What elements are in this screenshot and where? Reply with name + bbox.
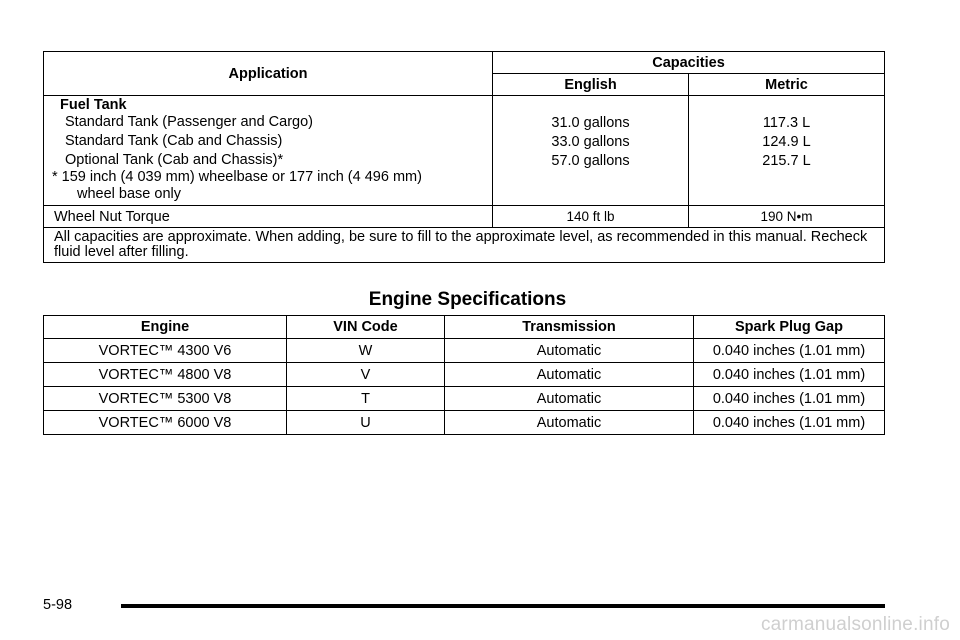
spark-gap-cell: 0.040 inches (1.01 mm) <box>694 363 885 387</box>
transmission-cell: Automatic <box>445 387 694 411</box>
engine-header-row <box>44 316 885 339</box>
fuel-footnote-continued: wheel base only <box>77 186 181 202</box>
header-capacities: Capacities <box>493 52 885 74</box>
vin-cell: V <box>287 363 445 387</box>
table-row <box>44 363 885 387</box>
fuel-metric-value: 215.7 L <box>762 153 811 169</box>
transmission-cell: Automatic <box>445 411 694 435</box>
torque-english: 140 ft lb <box>493 206 689 228</box>
torque-label: Wheel Nut Torque <box>44 206 493 228</box>
engine-cell: VORTEC™ 4800 V8 <box>44 363 287 387</box>
fuel-english-value: 33.0 gallons <box>551 134 630 150</box>
engine-cell: VORTEC™ 6000 V8 <box>44 411 287 435</box>
fuel-metric-value: 124.9 L <box>762 134 811 150</box>
spark-gap-cell: 0.040 inches (1.01 mm) <box>694 411 885 435</box>
watermark: carmanualsonline.info <box>760 614 950 635</box>
vin-cell: U <box>287 411 445 435</box>
header-metric: Metric <box>689 74 885 96</box>
capacities-table <box>43 51 885 263</box>
header-english: English <box>493 74 689 96</box>
fuel-tank-cell <box>44 96 493 206</box>
transmission-cell: Automatic <box>445 363 694 387</box>
torque-row <box>44 206 885 228</box>
engine-specs-table <box>43 315 885 435</box>
engine-cell: VORTEC™ 5300 V8 <box>44 387 287 411</box>
column-header: Spark Plug Gap <box>694 316 885 339</box>
fuel-tank-label: Optional Tank (Cab and Chassis)* <box>65 152 284 168</box>
fuel-footnote: * 159 inch (4 039 mm) wheelbase or 177 inch (4 496 mm) <box>52 169 422 185</box>
torque-metric: 190 N•m <box>689 206 885 228</box>
table-row <box>44 411 885 435</box>
fuel-english-cell <box>493 96 689 206</box>
engine-cell: VORTEC™ 4300 V6 <box>44 339 287 363</box>
column-header: Transmission <box>445 316 694 339</box>
fuel-english-value: 31.0 gallons <box>551 115 630 131</box>
spark-gap-cell: 0.040 inches (1.01 mm) <box>694 387 885 411</box>
fuel-tank-label: Standard Tank (Passenger and Cargo) <box>65 114 313 130</box>
section-title: Engine Specifications <box>368 289 567 310</box>
fuel-metric-value: 117.3 L <box>762 115 811 131</box>
fuel-metric-cell <box>689 96 885 206</box>
column-header: VIN Code <box>287 316 445 339</box>
approximate-note: All capacities are approximate. When adding, be sure to fill to the approximate level, as recommended in this manual. Recheck fluid level after filling. <box>44 228 885 263</box>
vin-cell: W <box>287 339 445 363</box>
table-row <box>44 387 885 411</box>
fuel-tank-row <box>44 96 885 206</box>
approximate-note-row <box>44 228 885 263</box>
page-number: 5-98 <box>43 597 73 613</box>
header-application: Application <box>44 52 493 96</box>
column-header: Engine <box>44 316 287 339</box>
fuel-tank-label: Standard Tank (Cab and Chassis) <box>65 133 283 149</box>
vin-cell: T <box>287 387 445 411</box>
spark-gap-cell: 0.040 inches (1.01 mm) <box>694 339 885 363</box>
table-row <box>44 339 885 363</box>
transmission-cell: Automatic <box>445 339 694 363</box>
fuel-english-value: 57.0 gallons <box>551 153 630 169</box>
footer-rule <box>121 604 885 608</box>
fuel-tank-heading: Fuel Tank <box>60 97 127 113</box>
